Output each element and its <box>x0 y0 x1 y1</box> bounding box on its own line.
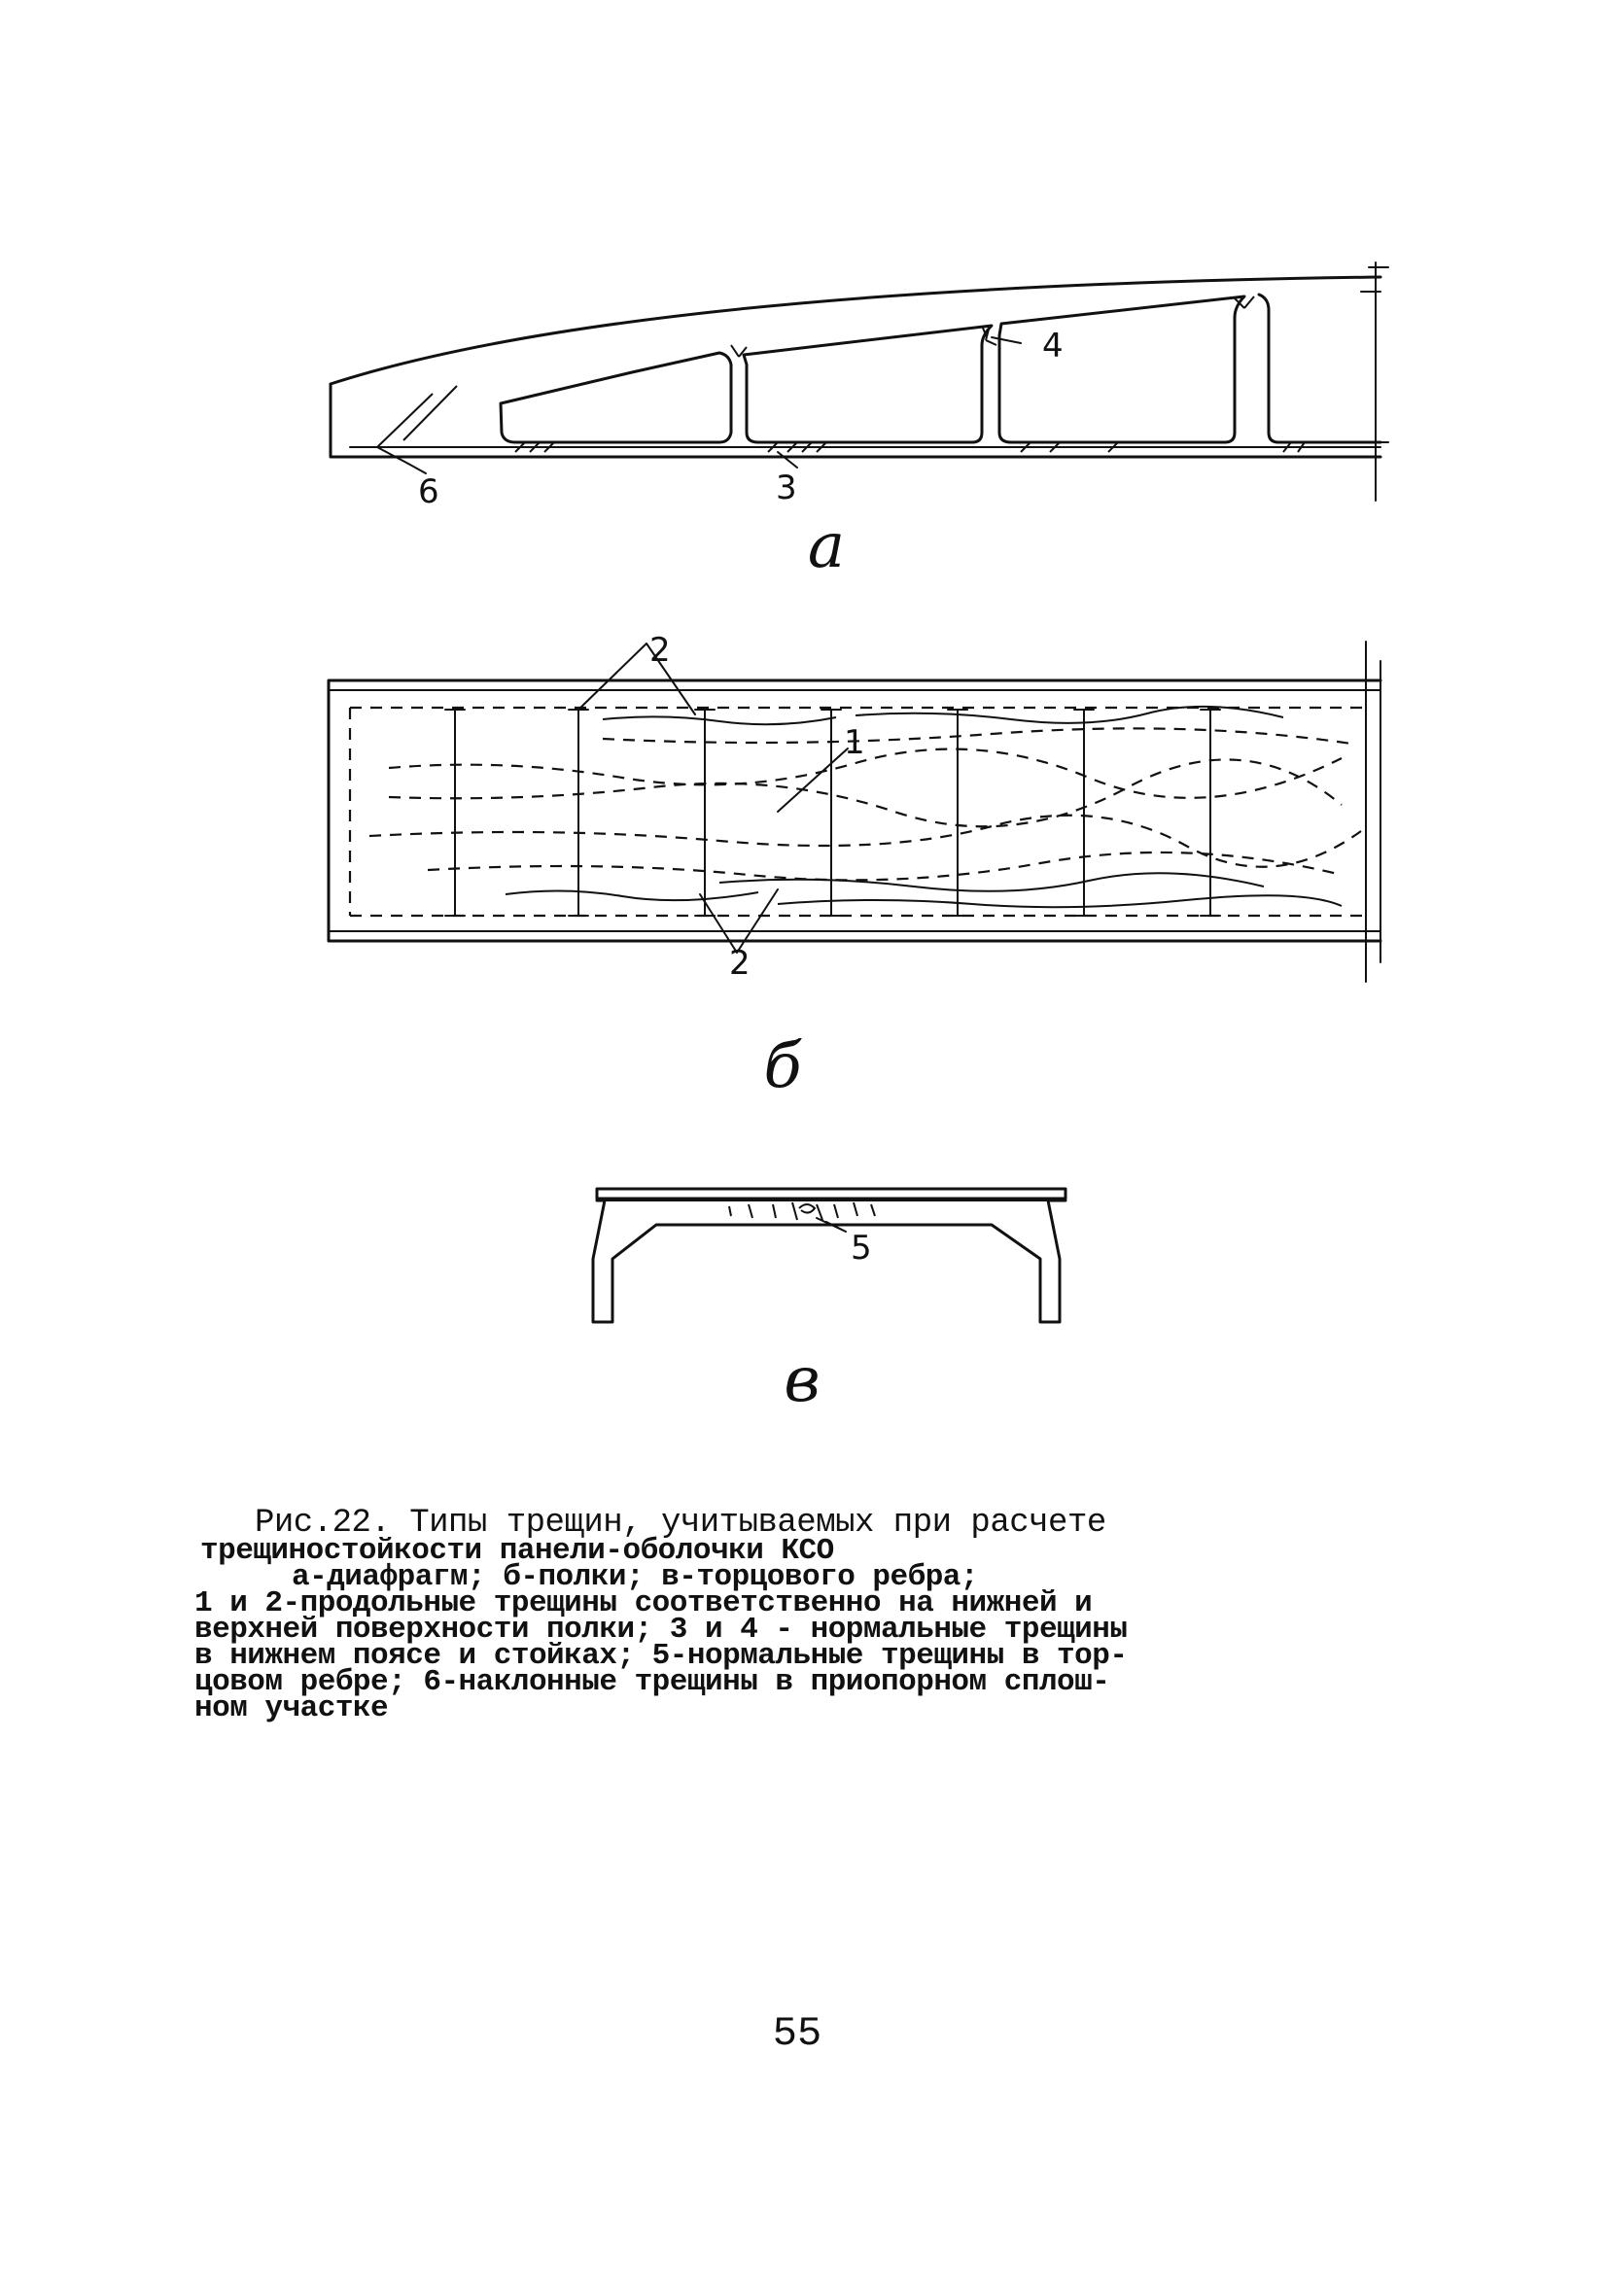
caption-legend-line: ном участке <box>194 1691 389 1725</box>
panel-letter-v: в <box>784 1344 821 1416</box>
caption-legend-line: верхней поверхности полки; 3 и 4 - нормальные трещины <box>194 1613 1128 1647</box>
figure-caption <box>194 1505 1419 1725</box>
caption-legend-line: 1 и 2-продольные трещины соответственно на нижней и <box>194 1586 1093 1620</box>
figure-panel-a-diaphragm <box>311 248 1400 510</box>
label-6: 6 <box>418 472 439 511</box>
caption-title: Рис.22. Типы трещин, учитываемых при расчете <box>255 1505 1106 1542</box>
label-2-bottom: 2 <box>729 944 751 983</box>
caption-legend-line: в нижнем поясе и стойках; 5-нормальные трещины в тор- <box>194 1639 1128 1673</box>
panel-letter-b: б <box>763 1030 802 1102</box>
panel-letter-a: а <box>807 510 846 582</box>
label-1: 1 <box>844 723 865 762</box>
label-3: 3 <box>776 469 797 507</box>
figure-panel-b-slab <box>311 632 1419 1001</box>
caption-legend-line: цовом ребре; 6-наклонные трещины в приопорном сплош- <box>194 1665 1110 1699</box>
label-4: 4 <box>1042 327 1064 365</box>
caption-subtitle: трещиностойкости панели-оболочки КСО <box>200 1534 834 1568</box>
figure-panel-v-end-rib <box>583 1181 1079 1351</box>
label-2-top: 2 <box>649 631 671 670</box>
caption-parts: а-диафрагм; б-полки; в-торцового ребра; <box>292 1560 979 1594</box>
page-number: 55 <box>772 2010 822 2057</box>
label-5: 5 <box>851 1229 872 1268</box>
